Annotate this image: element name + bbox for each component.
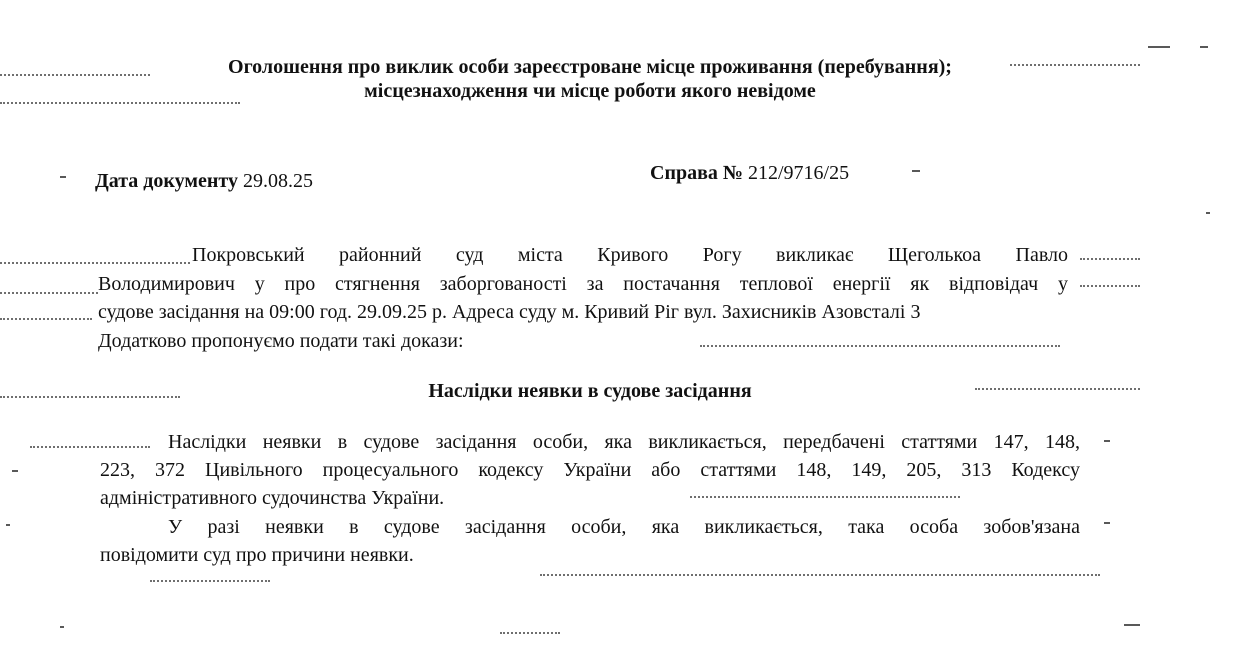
- scan-noise: [540, 574, 1100, 576]
- body-line-3: судове засідання на 09:00 год. 29.09.25 р. Адреса суду м. Кривий Ріг вул. Захисників Азовсталі 3: [98, 301, 921, 323]
- scan-noise: [1148, 46, 1170, 48]
- scan-noise: [1080, 258, 1140, 260]
- scan-noise: [0, 318, 92, 320]
- consequences-line-3: адміністративного судочинства України.: [100, 487, 445, 509]
- consequences-line-2: 223, 372 Цивільного процесуального кодексу України або статтями 148, 149, 205, 313 Кодексу: [100, 459, 1080, 481]
- scan-noise: [1080, 285, 1140, 287]
- scan-noise: [1104, 522, 1110, 524]
- date-label: Дата документу: [95, 170, 238, 192]
- scan-noise: [975, 388, 1140, 390]
- consequences-line-1: Наслідки неявки в судове засідання особи, яка викликається, передбачені статтями 147, 148,: [168, 431, 1080, 453]
- scan-noise: [6, 524, 10, 526]
- scan-noise: [700, 345, 1060, 347]
- body-line-1: Покровський районний суд міста Кривого Рогу викликає Щеголькоа Павло: [192, 244, 1068, 266]
- scan-noise: [30, 446, 150, 448]
- scan-noise: [0, 74, 150, 76]
- date-value: 29.08.25: [243, 170, 313, 192]
- scan-noise: [0, 262, 190, 264]
- scan-noise: [1200, 46, 1208, 48]
- scan-noise: [912, 170, 920, 172]
- scan-noise: [12, 470, 18, 472]
- body-line-2: Володимирович у про стягнення заборгованості за постачання теплової енергії як відповідач у: [98, 273, 1068, 295]
- consequences-line-4: У разі неявки в судове засідання особи, яка викликається, така особа зобов'язана: [168, 516, 1080, 538]
- case-value: 212/9716/25: [748, 162, 850, 184]
- body-line-4: Додатково пропонуємо подати такі докази:: [98, 330, 464, 352]
- notice-title-line-2: місцезнаходження чи місце роботи якого невідоме: [364, 80, 816, 102]
- scan-noise: [1010, 64, 1140, 66]
- scan-noise: [500, 632, 560, 634]
- scan-noise: [0, 102, 240, 104]
- scan-noise: [60, 176, 66, 178]
- document-date: [95, 170, 313, 192]
- scan-noise: [1124, 624, 1140, 626]
- case-number: [650, 162, 849, 184]
- scan-noise: [690, 496, 960, 498]
- scan-noise: [1104, 440, 1110, 442]
- scan-noise: [0, 396, 180, 398]
- scan-noise: [0, 292, 98, 294]
- scan-noise: [1206, 212, 1210, 214]
- scan-noise: [60, 626, 64, 628]
- consequences-heading: Наслідки неявки в судове засідання: [428, 380, 752, 402]
- scan-noise: [150, 580, 270, 582]
- case-label: Справа №: [650, 162, 743, 184]
- consequences-line-5: повідомити суд про причини неявки.: [100, 544, 414, 566]
- notice-title-line-1: Оголошення про виклик особи зареєстроване місце проживання (перебування);: [228, 56, 952, 78]
